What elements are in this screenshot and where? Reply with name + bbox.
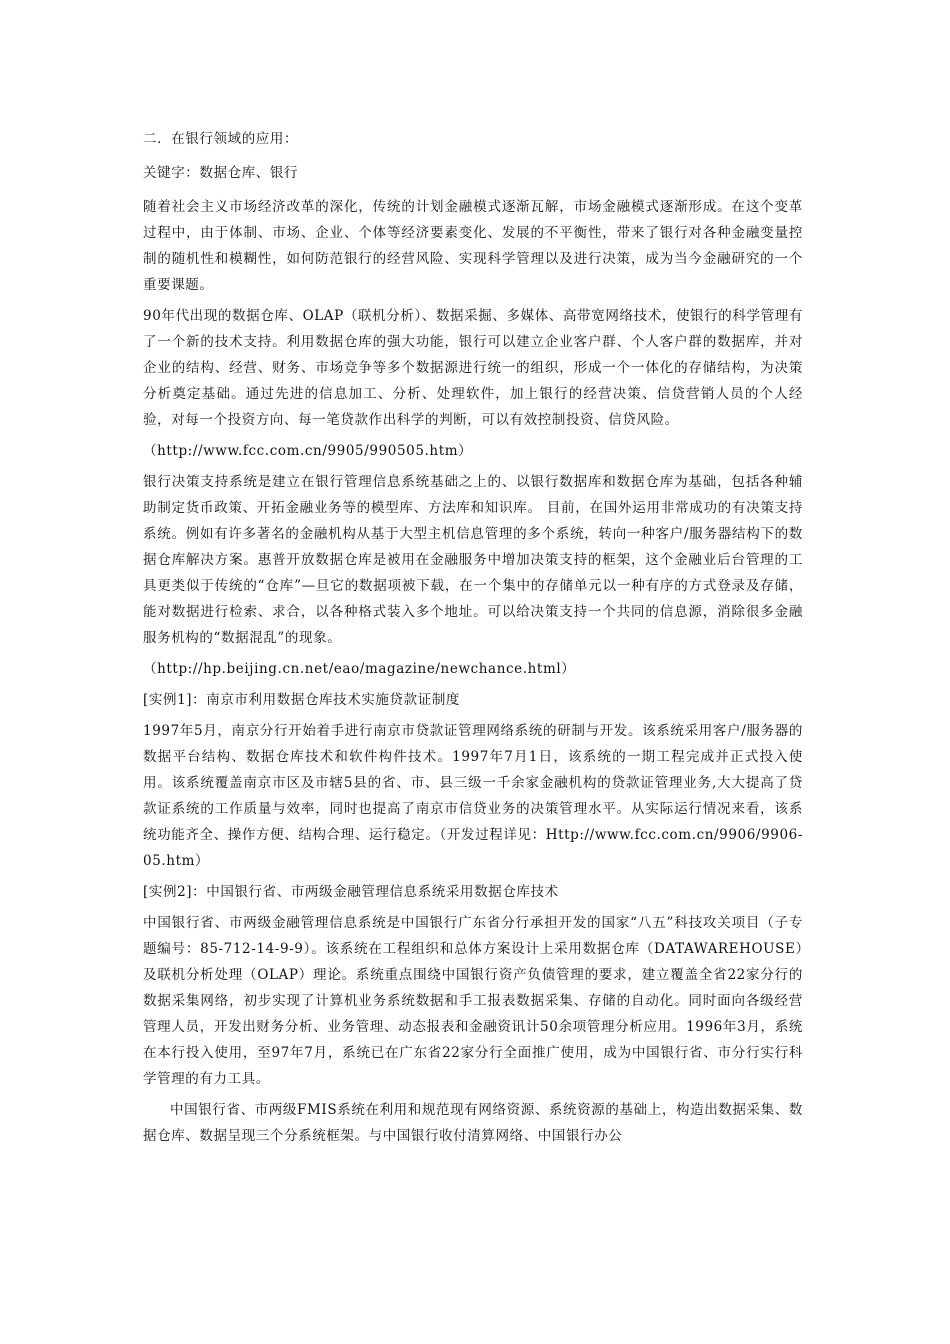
source-url-1: （http://www.fcc.com.cn/9905/990505.htm）: [143, 443, 473, 459]
paragraph-technology: 90年代出现的数据仓库、OLAP（联机分析）、数据采掘、多媒体、高带宽网络技术，使银行的科学管理有了一个新的技术支持。利用数据仓库的强大功能，银行可以建立企业客户群、个人客户群的数据库，并对企业的结构、经营、财务、市场竞争等多个数据源进行统一的组织，形成一个一体化的存储结构，为决策分析奠定基础。通过先进的信息加工、分析、处理软件，加上银行的经营决策、信贷营销人员的个人经验，对每一个投资方向、每一笔贷款作出科学的判断，可以有效控制投资、信贷风险。: [143, 308, 803, 428]
paragraph-decision-support: 银行决策支持系统是建立在银行管理信息系统基础之上的、以银行数据库和数据仓库为基础，包括各种辅助制定货币政策、开拓金融业务等的模型库、方法库和知识库。 目前，在国外运用非常成功的有决策支持系统。例如有许多著名的金融机构从基于大型主机信息管理的多个系统，转向一种客户/服务器结构下的数据仓库解决方案。惠普开放数据仓库是被用在金融服务中增加决策支持的框架，这个金融业后台管理的工具更类似于传统的“仓库”—旦它的数据项被下载，在一个集中的存储单元以一种有序的方式登录及存储，能对数据进行检索、求合，以各种格式装入多个地址。可以给决策支持一个共同的信息源，消除很多金融服务机构的“数据混乱”的现象。: [143, 474, 803, 646]
case2-text: 中国银行省、市两级金融管理信息系统是中国银行广东省分行承担开发的国家“八五”科技攻关项目（子专题编号：85-712-14-9-9）。该系统在工程组织和总体方案设计上采用数据仓库（DATAWAREHOUSE）及联机分析处理（OLAP）理论。系统重点围绕中国银行资产负债管理的要求，建立覆盖全省22家分行的数据采集网络，初步实现了计算机业务系统数据和手工报表数据采集、存储的自动化。同时面向各级经营管理人员，开发出财务分析、业务管理、动态报表和金融资讯计50余项管理分析应用。1996年3月，系统在本行投入使用，至97年7月，系统已在广东省22家分行全面推广使用，成为中国银行省、市分行实行科学管理的有力工具。: [143, 915, 803, 1087]
source-url-2: （http://hp.beijing.cn.net/eao/magazine/newchance.html）: [143, 661, 576, 677]
keywords-line: 关键字：数据仓库、银行: [143, 165, 299, 181]
paragraph-fmis: 中国银行省、市两级FMIS系统在利用和规范现有网络资源、系统资源的基础上，构造出数据采集、数据仓库、数据呈现三个分系统框架。与中国银行收付清算网络、中国银行办公: [143, 1102, 803, 1144]
case1-text: 1997年5月，南京分行开始着手进行南京市贷款证管理网络系统的研制与开发。该系统采用客户/服务器的数据平台结构、数据仓库技术和软件构件技术。1997年7月1日，该系统的一期工程完成并正式投入使用。该系统覆盖南京市区及市辖5县的省、市、县三级一千余家金融机构的贷款证管理业务,大大提高了贷款证系统的工作质量与效率，同时也提高了南京市信贷业务的决策管理水平。从实际运行情况来看，该系统功能齐全、操作方便、结构合理、运行稳定。（开发过程详见：Http://www.fcc.com.cn/9906/9906-05.htm）: [143, 723, 803, 869]
document-page: [143, 126, 803, 1154]
paragraph-intro: 随着社会主义市场经济改革的深化，传统的计划金融模式逐渐瓦解，市场金融模式逐渐形成。在这个变革过程中，由于体制、市场、企业、个体等经济要素变化、发展的不平衡性，带来了银行对各种金融变量控制的随机性和模糊性，如何防范银行的经营风险、实现科学管理以及进行决策，成为当今金融研究的一个重要课题。: [143, 199, 803, 293]
case2-title: [实例2]：中国银行省、市两级金融管理信息系统采用数据仓库技术: [143, 884, 559, 900]
case1-title: [实例1]：南京市利用数据仓库技术实施贷款证制度: [143, 692, 461, 708]
section-title: 二．在银行领域的应用：: [143, 131, 299, 147]
